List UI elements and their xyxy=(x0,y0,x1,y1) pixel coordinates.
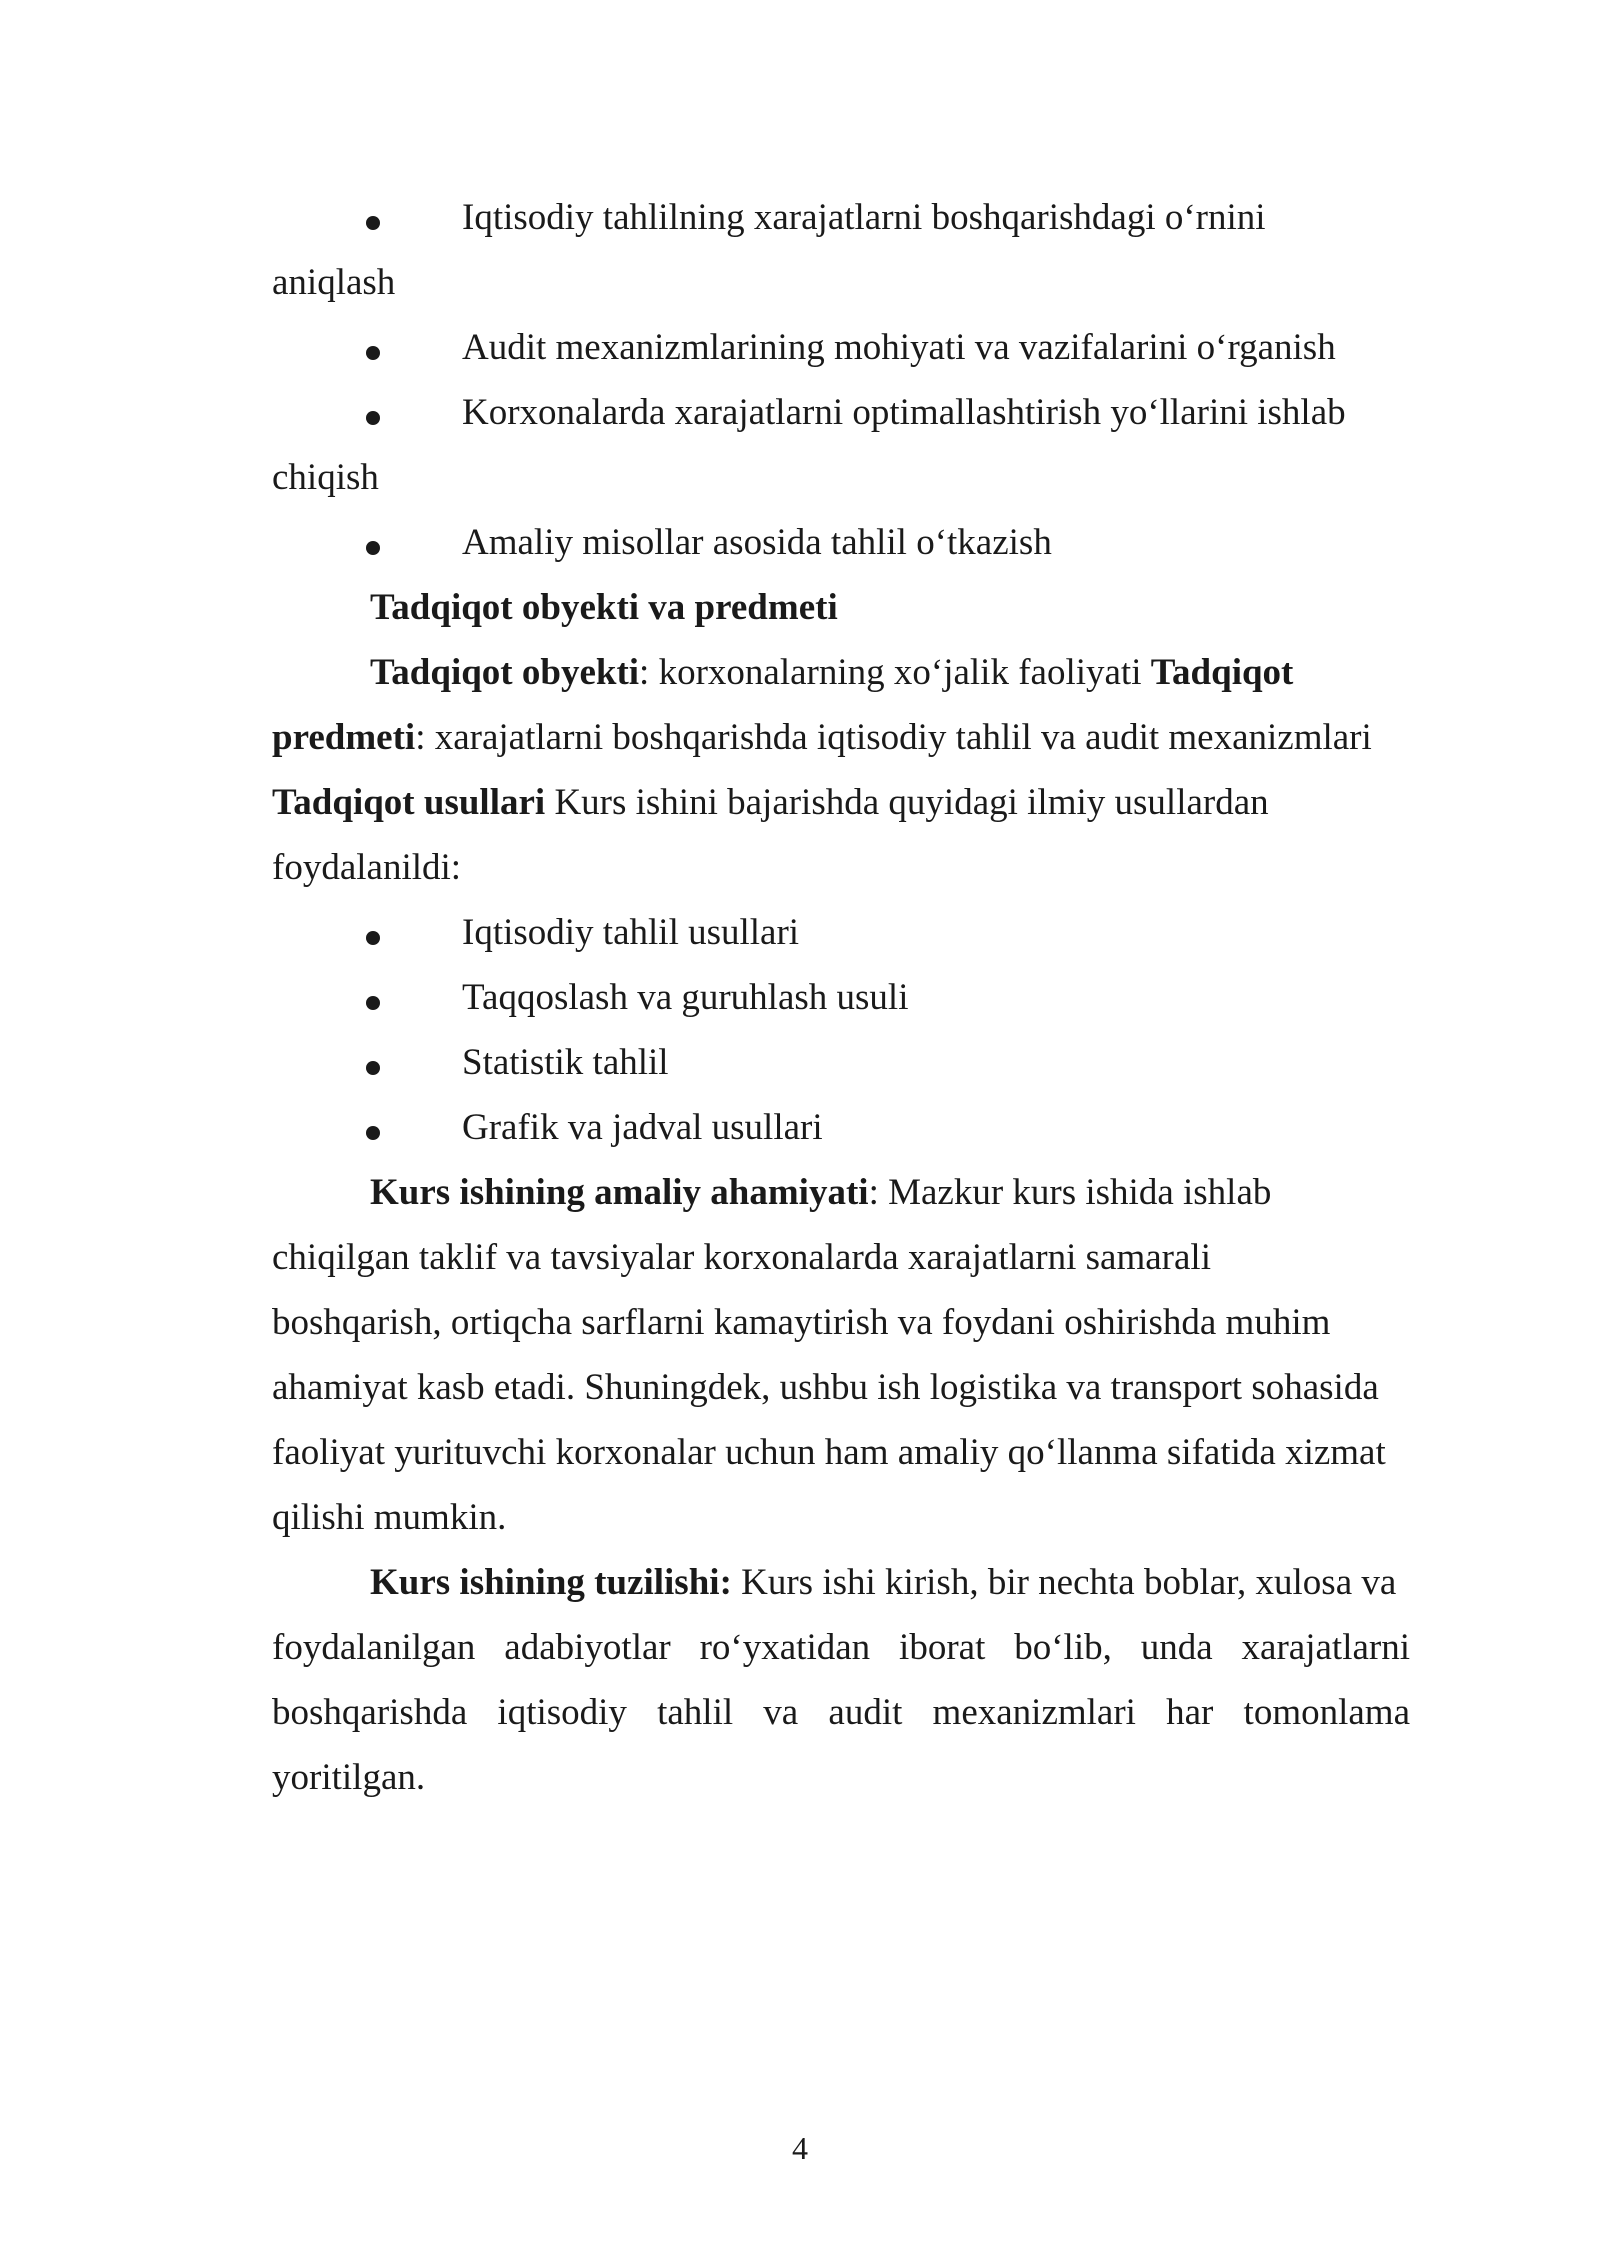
paragraph-line: foydalanilgan adabiyotlar ro‘yxatidan iborat bo‘lib, unda xarajatlarni xyxy=(272,1627,1410,1668)
paragraph-line xyxy=(272,705,1410,770)
object-label: Tadqiqot obyekti xyxy=(370,652,640,693)
heading-text: Tadqiqot obyekti va predmeti xyxy=(370,587,838,628)
methods-label: Tadqiqot usullari xyxy=(272,782,546,823)
paragraph-line xyxy=(370,1550,1410,1615)
object-text: : korxonalarning xo‘jalik faoliyati xyxy=(639,652,1151,693)
list-item: Audit mexanizmlarining mohiyati va vazifalarini o‘rganish xyxy=(462,327,1336,368)
paragraph-line: yoritilgan. xyxy=(272,1757,426,1798)
bullet-marker xyxy=(366,931,380,945)
paragraph-line: boshqarish, ortiqcha sarflarni kamaytirish va foydani oshirishda muhim xyxy=(272,1302,1331,1343)
list-item: Taqqoslash va guruhlash usuli xyxy=(462,977,909,1018)
list-item-continuation: aniqlash xyxy=(272,262,396,303)
subject-text: : xarajatlarni boshqarishda iqtisodiy tahlil va audit mexanizmlari xyxy=(415,717,1372,758)
methods-text: Kurs ishini bajarishda quyidagi ilmiy usullardan xyxy=(545,782,1269,823)
list-item: Grafik va jadval usullari xyxy=(462,1107,823,1148)
structure-label: Kurs ishining tuzilishi: xyxy=(370,1562,732,1603)
subject-label-part2: predmeti xyxy=(272,717,416,758)
paragraph-line xyxy=(370,1160,1508,1225)
paragraph-line: chiqilgan taklif va tavsiyalar korxonalarda xarajatlarni samarali xyxy=(272,1237,1211,1278)
list-item: Statistik tahlil xyxy=(462,1042,669,1083)
paragraph-line: faoliyat yurituvchi korxonalar uchun ham amaliy qo‘llanma sifatida xizmat xyxy=(272,1432,1386,1473)
paragraph-line xyxy=(370,640,1508,705)
significance-label: Kurs ishining amaliy ahamiyati xyxy=(370,1172,869,1213)
structure-text: Kurs ishi kirish, bir nechta boblar, xulosa va xyxy=(731,1562,1397,1603)
bullet-marker xyxy=(366,1126,380,1140)
paragraph-line: boshqarishda iqtisodiy tahlil va audit mexanizmlari har tomonlama xyxy=(272,1692,1410,1733)
bullet-marker xyxy=(366,1061,380,1075)
bullet-marker xyxy=(366,411,380,425)
section-heading xyxy=(370,575,1508,640)
bullet-marker xyxy=(366,996,380,1010)
subject-label-part1: Tadqiqot xyxy=(1150,652,1294,693)
page-number: 4 xyxy=(792,2130,808,2166)
paragraph-line: ahamiyat kasb etadi. Shuningdek, ushbu ish logistika va transport sohasida xyxy=(272,1367,1379,1408)
paragraph-line: qilishi mumkin. xyxy=(272,1497,507,1538)
bullet-marker xyxy=(366,216,380,230)
list-item: Iqtisodiy tahlilning xarajatlarni boshqarishdagi o‘rnini xyxy=(462,197,1266,238)
paragraph-line: foydalanildi: xyxy=(272,847,462,888)
paragraph-line xyxy=(272,770,1410,835)
significance-text: : Mazkur kurs ishida ishlab xyxy=(868,1172,1272,1213)
bullet-marker xyxy=(366,346,380,360)
bullet-marker xyxy=(366,541,380,555)
list-item: Amaliy misollar asosida tahlil o‘tkazish xyxy=(462,522,1052,563)
list-item-continuation: chiqish xyxy=(272,457,379,498)
list-item: Korxonalarda xarajatlarni optimallashtirish yo‘llarini ishlab xyxy=(462,392,1346,433)
list-item: Iqtisodiy tahlil usullari xyxy=(462,912,800,953)
